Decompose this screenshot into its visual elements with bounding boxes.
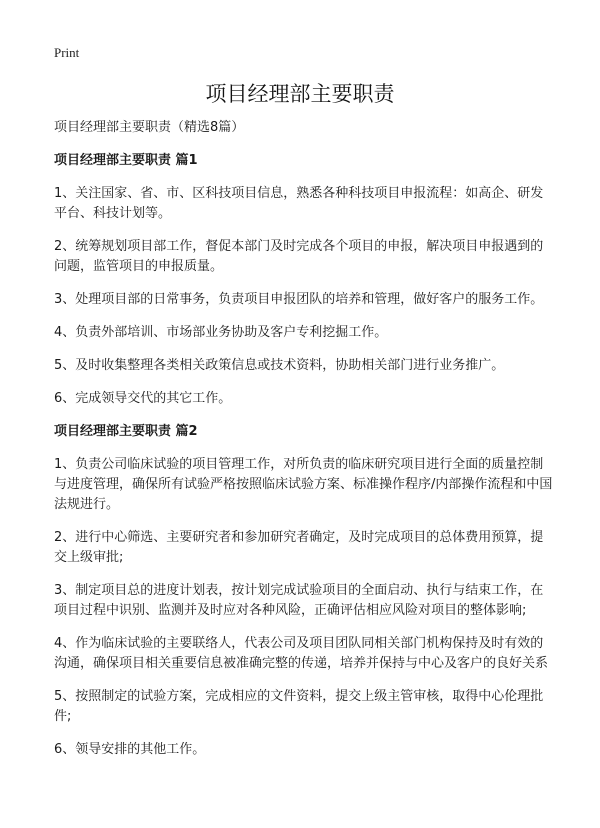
- print-label: Print: [54, 45, 80, 60]
- list-item: 4、负责外部培训、市场部业务协助及客户专利挖掘工作。: [54, 325, 388, 340]
- list-item: 5、及时收集整理各类相关政策信息或技术资料，协助相关部门进行业务推广。: [54, 358, 505, 373]
- document-body: [54, 118, 554, 773]
- section-2: [54, 422, 554, 760]
- list-item: 3、制定项目总的进度计划表，按计划完成试验项目的全面启动、执行与结束工作，在项目过程中识别、监测并及时应对各种风险，正确评估相应风险对项目的整体影响;: [54, 583, 544, 618]
- list-item: 5、按照制定的试验方案，完成相应的文件资料，提交上级主管审核，取得中心伦理批件;: [54, 689, 544, 724]
- list-item: 2、统筹规划项目部工作，督促本部门及时完成各个项目的申报，解决项目申报遇到的问题，监管项目的申报质量。: [54, 239, 544, 274]
- page-title: 项目经理部主要职责: [205, 82, 395, 106]
- list-item: 2、进行中心筛选、主要研究者和参加研究者确定，及时完成项目的总体费用预算，提交上级审批;: [54, 530, 544, 565]
- list-item: 6、领导安排的其他工作。: [54, 742, 206, 757]
- section-1: [54, 151, 554, 409]
- list-item: 1、负责公司临床试验的项目管理工作，对所负责的临床研究项目进行全面的质量控制与进度管理，确保所有试验严格按照临床试验方案、标准操作程序/内部操作流程和中国法规进行。: [54, 457, 553, 512]
- list-item: 6、完成领导交代的其它工作。: [54, 391, 232, 406]
- document-subtitle: 项目经理部主要职责（精选8篇）: [54, 120, 245, 135]
- section-heading: 项目经理部主要职责 篇1: [54, 153, 198, 168]
- list-item: 3、处理项目部的日常事务，负责项目申报团队的培养和管理，做好客户的服务工作。: [54, 292, 544, 307]
- list-item: 4、作为临床试验的主要联络人，代表公司及项目团队同相关部门机构保持及时有效的沟通，确保项目相关重要信息被准确完整的传递，培养并保持与中心及客户的良好关系: [54, 636, 549, 671]
- list-item: 1、关注国家、省、市、区科技项目信息，熟悉各种科技项目申报流程：如高企、研发平台、科技计划等。: [54, 186, 544, 221]
- section-heading: 项目经理部主要职责 篇2: [54, 424, 198, 439]
